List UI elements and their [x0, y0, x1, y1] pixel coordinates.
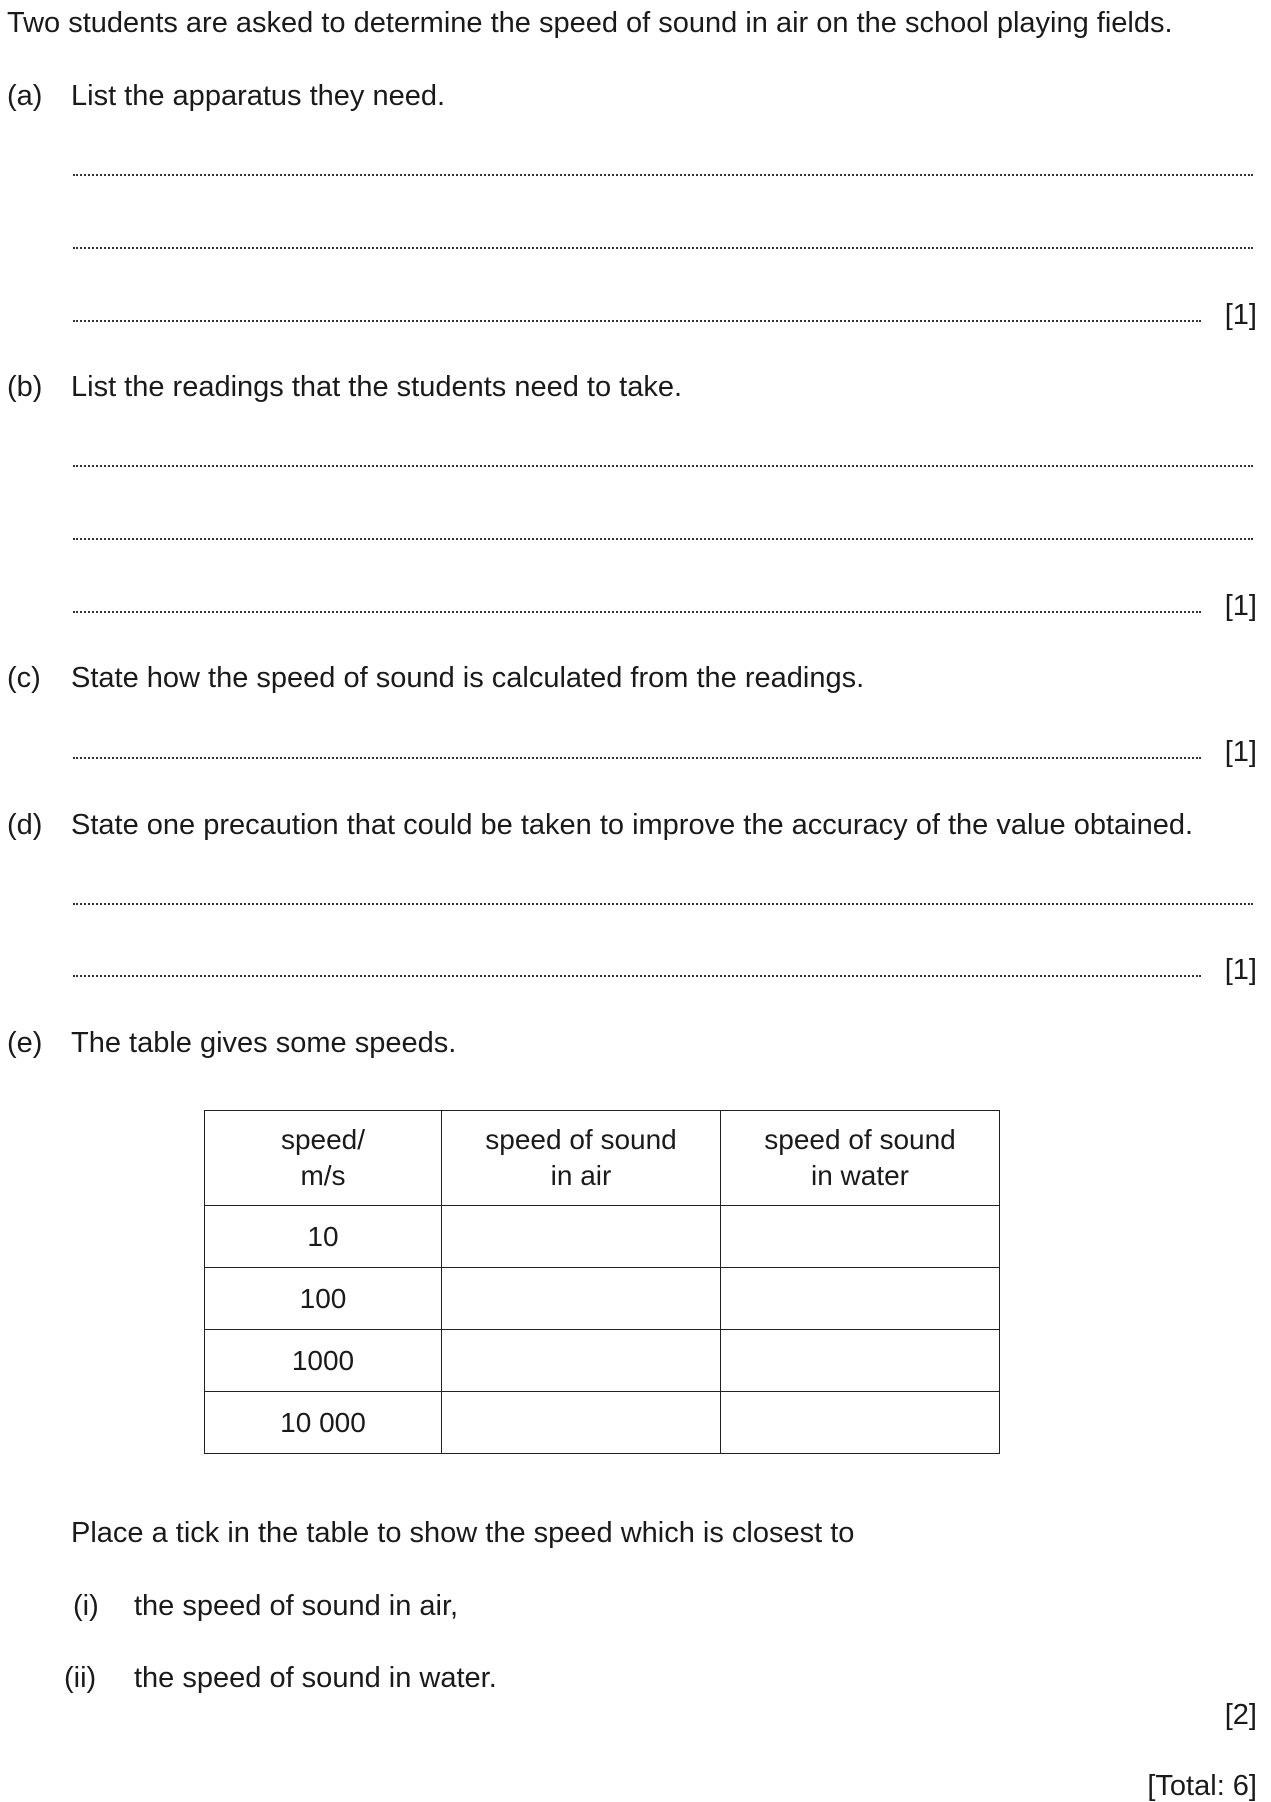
part-e-mark: [2] — [1224, 1699, 1257, 1731]
table-row — [205, 1206, 1000, 1268]
part-c-label: (c) — [7, 662, 41, 694]
part-c-text: State how the speed of sound is calculated from the readings. — [71, 662, 865, 694]
answer-line-a3[interactable] — [73, 320, 1201, 322]
answer-line-a1[interactable] — [73, 174, 1253, 176]
water-tick-cell[interactable] — [721, 1330, 1000, 1392]
subpart-ii-label: (ii) — [64, 1662, 97, 1694]
part-c-mark: [1] — [1224, 736, 1257, 768]
speed-table — [204, 1110, 1000, 1454]
header-speed-line2: m/s — [300, 1160, 346, 1191]
subpart-i-text: the speed of sound in air, — [134, 1590, 459, 1622]
header-water-line2: in water — [810, 1160, 910, 1191]
header-air-line1: speed of sound — [485, 1124, 677, 1155]
header-water — [721, 1111, 1000, 1206]
speed-value-cell: 10 000 — [205, 1392, 442, 1454]
part-b-label: (b) — [7, 371, 43, 403]
water-tick-cell[interactable] — [721, 1268, 1000, 1330]
subpart-ii-text: the speed of sound in water. — [134, 1662, 497, 1694]
air-tick-cell[interactable] — [442, 1206, 721, 1268]
header-air — [442, 1111, 721, 1206]
part-d-mark: [1] — [1224, 954, 1257, 986]
header-speed-line1: speed/ — [280, 1124, 366, 1155]
answer-line-d2[interactable] — [73, 975, 1201, 977]
table-row — [205, 1392, 1000, 1454]
water-tick-cell[interactable] — [721, 1206, 1000, 1268]
answer-line-b2[interactable] — [73, 538, 1253, 540]
part-a-mark: [1] — [1224, 299, 1257, 331]
part-a-text: List the apparatus they need. — [71, 80, 446, 112]
table-row — [205, 1330, 1000, 1392]
part-b-mark: [1] — [1224, 590, 1257, 622]
speed-value-cell: 100 — [205, 1268, 442, 1330]
instruction-text: Place a tick in the table to show the speed which is closest to — [71, 1517, 855, 1549]
answer-line-d1[interactable] — [73, 903, 1253, 905]
total-mark: [Total: 6] — [1147, 1770, 1257, 1802]
question-intro: Two students are asked to determine the speed of sound in air on the school playing fields. — [7, 7, 1173, 39]
air-tick-cell[interactable] — [442, 1392, 721, 1454]
header-speed — [205, 1111, 442, 1206]
water-tick-cell[interactable] — [721, 1392, 1000, 1454]
header-air-line2: in air — [550, 1160, 612, 1191]
speed-value-cell: 1000 — [205, 1330, 442, 1392]
header-water-line1: speed of sound — [764, 1124, 956, 1155]
answer-line-b1[interactable] — [73, 465, 1253, 467]
air-tick-cell[interactable] — [442, 1268, 721, 1330]
part-e-label: (e) — [7, 1027, 43, 1059]
speed-value-cell: 10 — [205, 1206, 442, 1268]
part-d-label: (d) — [7, 809, 43, 841]
table-header-row — [205, 1111, 1000, 1206]
subpart-i-label: (i) — [73, 1590, 99, 1622]
part-a-label: (a) — [7, 80, 43, 112]
answer-line-a2[interactable] — [73, 247, 1253, 249]
answer-line-c1[interactable] — [73, 757, 1201, 759]
air-tick-cell[interactable] — [442, 1330, 721, 1392]
answer-line-b3[interactable] — [73, 611, 1201, 613]
part-b-text: List the readings that the students need to take. — [71, 371, 683, 403]
part-e-text: The table gives some speeds. — [71, 1027, 457, 1059]
part-d-text: State one precaution that could be taken to improve the accuracy of the value obtained. — [71, 809, 1194, 841]
table-row — [205, 1268, 1000, 1330]
